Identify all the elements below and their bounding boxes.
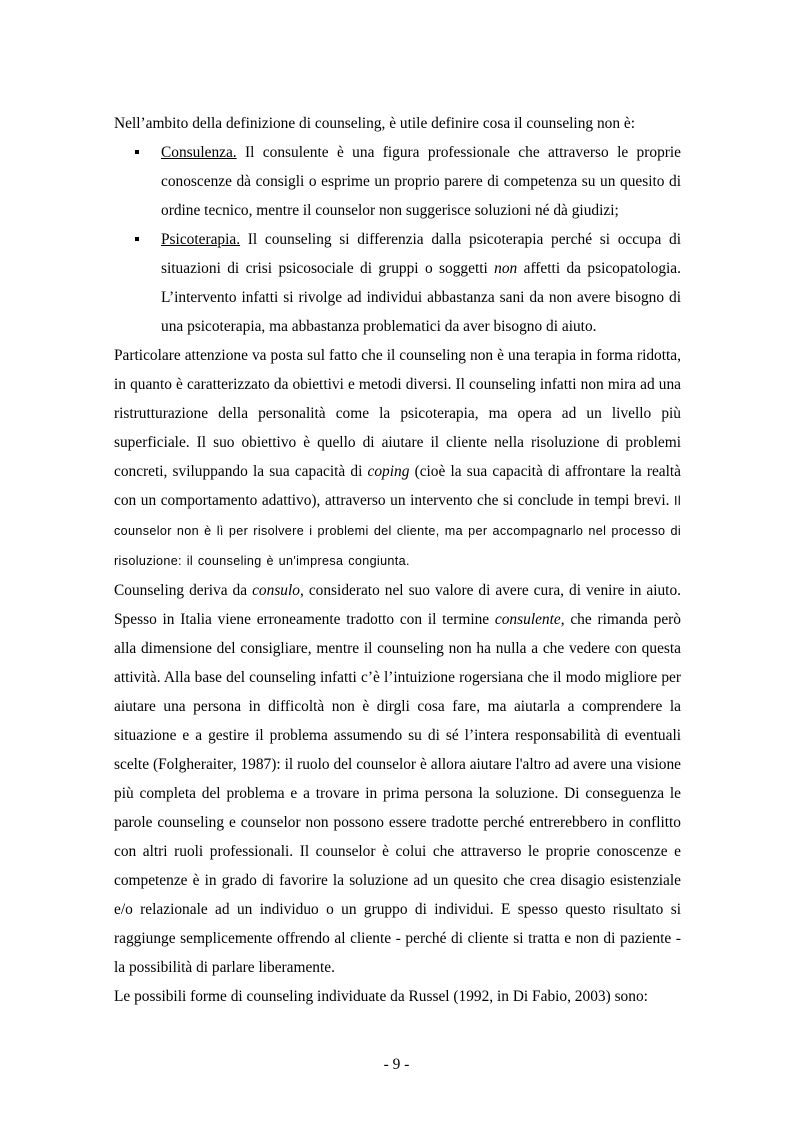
term-consulente: consulente (494, 611, 561, 628)
para2-b: , considerato nel suo valore di avere cura, di venire in aiuto. Spesso in Italia viene erroneamente tradotto con il termine (114, 582, 682, 628)
para2-a: Counseling deriva da (114, 582, 253, 599)
emphasis-non: non (494, 260, 518, 277)
term-consulenza: Consulenza. (161, 144, 237, 161)
para1-sans-sentence: Il counselor non è lì per risolvere i problemi del cliente, ma per accompagnarlo nel processo di risoluzione: il counseling è un'impresa congiunta. (114, 494, 681, 568)
list-item-psicoterapia (114, 225, 681, 341)
bullet-square-icon (135, 150, 139, 154)
paragraph-forme: Le possibili forme di counseling individuate da Russel (1992, in Di Fabio, 2003) sono: (114, 988, 648, 1005)
paragraph-terapia (114, 341, 681, 576)
page-number: - 9 - (383, 1056, 410, 1073)
psicoterapia-text-before: Il counseling si differenzia dalla psicoterapia perché si occupa di situazioni di crisi psicosociale di gruppi o soggetti (161, 231, 681, 277)
psicoterapia-text-after: affetti da psicopatologia. L’intervento infatti si rivolge ad individui abbastanza sani da non avere bisogno di una psicoterapia, ma abbastanza problematici da aver bisogno di aiuto. (161, 260, 681, 335)
term-consulo: consulo (252, 582, 300, 599)
bullet-square-icon (135, 237, 139, 241)
consulenza-text: Il consulente è una figura professionale che attraverso le proprie conoscenze dà consigli o esprime un proprio parere di competenza su un quesito di ordine tecnico, mentre il counselor non suggerisce soluzioni né dà giudizi; (161, 144, 681, 219)
intro-paragraph: Nell’ambito della definizione di counseling, è utile definire cosa il counseling non è: (114, 115, 635, 132)
paragraph-etimologia (114, 576, 681, 982)
para2-c: , che rimanda però alla dimensione del consigliare, mentre il counseling non ha nulla a che vedere con questa attività. Alla base del counseling infatti c’è l’intuizione rogersiana che il modo migliore per aiutare una persona in difficoltà non è dirgli cosa fare, ma aiutarla a comprendere la situazione e a gestire il problema assumendo su di sé l’intera responsabilità di eventuali scelte (Folgheraiter, 1987): il ruolo del counselor è allora aiutare l'altro ad avere una visione più completa del problema e a trovare in prima persona la soluzione. Di conseguenza le parole counseling e counselor non possono essere tradotte perché entrerebbero in conflitto con altri ruoli professionali. Il counselor è colui che attraverso le proprie conoscenze e competenze è in grado di favorire la soluzione ad un quesito che crea disagio esistenziale e/o relazionale ad un individuo o un gruppo di individui. E spesso questo risultato si raggiunge semplicemente offrendo al cliente - perché di cliente si tratta e non di paziente - la possibilità di parlare liberamente. (114, 611, 681, 976)
para1-before: Particolare attenzione va posta sul fatto che il counseling non è una terapia in forma ridotta, in quanto è caratterizzato da obiettivi e metodi diversi. Il counseling infatti non mira ad una ristrutturazione della personalità come la psicoterapia, ma opera ad un livello più superficiale. Il suo obiettivo è quello di aiutare il cliente nella risoluzione di problemi concreti, sviluppando la sua capacità di (114, 347, 681, 480)
term-coping: coping (367, 463, 410, 480)
not-counseling-list (114, 138, 681, 341)
page-body (114, 109, 681, 1011)
list-item-consulenza (114, 138, 681, 225)
term-psicoterapia: Psicoterapia. (161, 231, 241, 248)
para1-after: (cioè la sua capacità di affrontare la realtà con un comportamento adattivo), attraverso un intervento che si conclude in tempi brevi. (114, 463, 682, 509)
